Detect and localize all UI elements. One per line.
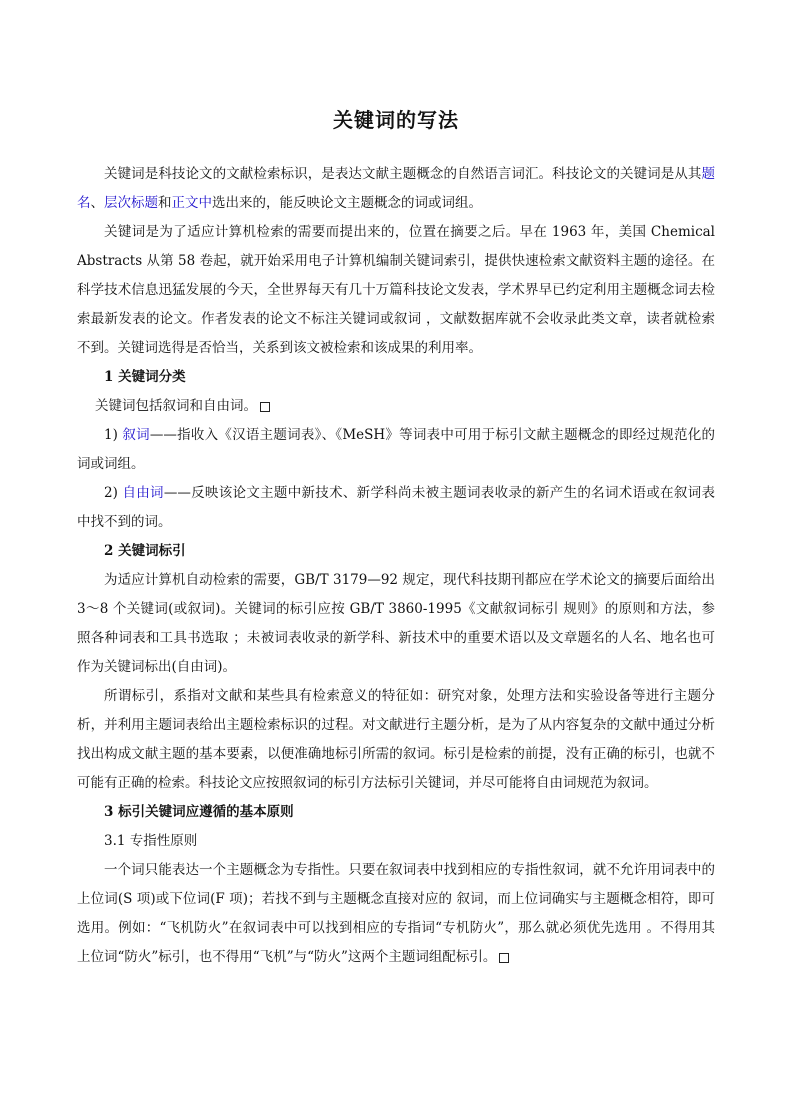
box-glyph-icon <box>499 953 509 963</box>
list-item-descriptor <box>77 421 715 479</box>
link-descriptor[interactable]: 叙词 <box>122 427 150 443</box>
link-section-heading[interactable]: 层次标题 <box>104 195 158 211</box>
paragraph-history: 关键词是为了适应计算机检索的需要而提出来的，位置在摘要之后。早在 1963 年，美国 Chemical Abstracts 从第 58 卷起，就开始采用电子计算机编制关键词索引，提供快速检索文献资料主题的途径。在科学技术信息迅猛发展的今天，全世界每天有几十万篇科技论文发表，学术界早已约定利用主题概念词去检索最新发表的论文。作者发表的论文不标注关键词或叙词 ，文献数据库就不会收录此类文章，读者就检索不到。关键词选得是否恰当，关系到该文被检索和该成果的利用率。 <box>77 224 715 356</box>
document-body <box>77 160 715 972</box>
categories-text: 关键词包括叙词和自由词。 <box>95 398 257 414</box>
paragraph-indexing-definition: 所谓标引，系指对文献和某些具有检索意义的特征如：研究对象，处理方法和实验设备等进行主题分析，并利用主题词表给出主题检索标识的过程。对文献进行主题分析，是为了从内容复杂的文献中通过分析找出构成文献主题的基本要素，以便准确地标引所需的叙词。标引是检索的前提，没有正确的标引，也就不可能有正确的检索。科技论文应按照叙词的标引方法标引关键词，并尽可能将自由词规范为叙词。 <box>77 688 715 791</box>
item-text: ——指收入《汉语主题词表》、《MeSH》等词表中可用于标引文献主题概念的即经过规范化的词或词组。 <box>77 427 716 472</box>
intro-and: 和 <box>158 195 172 211</box>
intro-sep: 、 <box>90 195 104 211</box>
page-title: 关键词的写法 <box>333 108 459 132</box>
list-item-free-term <box>77 479 715 537</box>
item-number: 1) <box>104 427 123 443</box>
paragraph-specificity <box>77 856 715 972</box>
item-number: 2) <box>104 485 123 501</box>
section-heading-1: 1 关键词分类 <box>104 369 186 385</box>
intro-text-a: 关键词是科技论文的文献检索标识，是表达文献主题概念的自然语言词汇。科技论文的关键词是从其 <box>104 166 702 182</box>
paragraph-intro <box>77 160 715 218</box>
link-main-text[interactable]: 正文中 <box>171 195 212 211</box>
section-heading-3: 3 标引关键词应遵循的基本原则 <box>104 804 294 820</box>
paragraph-categories <box>77 392 715 421</box>
box-glyph-icon <box>260 402 270 412</box>
paragraph-indexing-standard: 为适应计算机自动检索的需要，GB/T 3179—92 规定，现代科技期刊都应在学术论文的摘要后面给出 3～8 个关键词(或叙词)。关键词的标引应按 GB/T 3860-1995《文献叙词标引 规则》的原则和方法，参照各种词表和工具书选取 ；未被词表收录的新学科、新技术中的重要术语以及文章题名的人名、地名也可作为关键词标出(自由词)。 <box>77 572 715 675</box>
specificity-text: 一个词只能表达一个主题概念为专指性。只要在叙词表中找到相应的专指性叙词，就不允许用词表中的上位词(S 项)或下位词(F 项)；若找不到与主题概念直接对应的 叙词，而上位词确实与主题概念相符，即可选用。例如：“飞机防火”在叙词表中可以找到相应的专指词“专机防火”，那么就必须优先选用 。不得用其上位词“防火”标引，也不得用“飞机”与“防火”这两个主题词组配标引。 <box>77 862 715 965</box>
subsection-heading-3-1: 3.1 专指性原则 <box>104 833 198 849</box>
link-free-term[interactable]: 自由词 <box>122 485 164 501</box>
link-title[interactable]: 题名 <box>77 166 715 211</box>
section-heading-2: 2 关键词标引 <box>104 543 186 559</box>
intro-text-b: 选出来的，能反映论文主题概念的词或词组。 <box>212 195 482 211</box>
item-text: ——反映该论文主题中新技术、新学科尚未被主题词表收录的新产生的名词术语或在叙词表中找不到的词。 <box>77 485 716 530</box>
